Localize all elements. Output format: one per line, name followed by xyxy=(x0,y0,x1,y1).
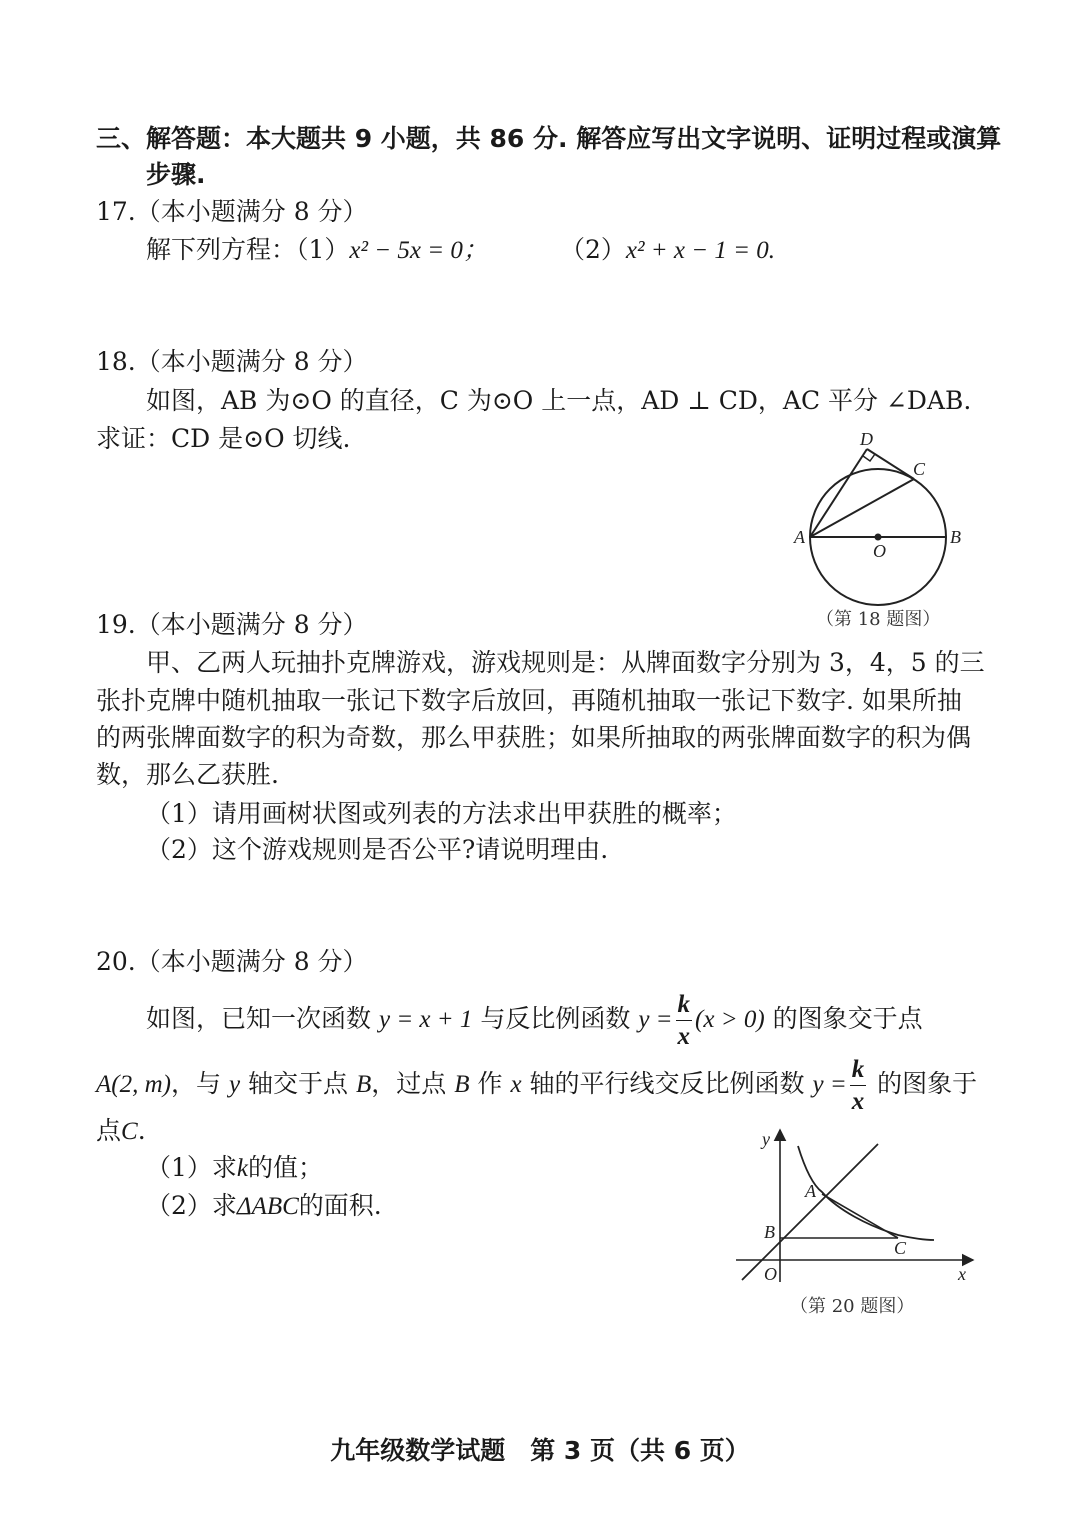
q19-part1: （1）请用画树状图或列表的方法求出甲获胜的概率； xyxy=(146,799,737,828)
section-heading-cont: 步骤. xyxy=(146,160,206,189)
q20-part2-text-a: （2）求 xyxy=(146,1191,237,1220)
q18-header: 18.（本小题满分 8 分） xyxy=(96,347,368,376)
segment-ac xyxy=(822,1194,898,1238)
label-x: x xyxy=(958,1264,966,1284)
q20-fraction-2 xyxy=(850,1057,867,1114)
hyperbola-curve xyxy=(798,1146,934,1240)
q20-linear-function: y = x + 1 xyxy=(378,1006,473,1033)
label-c: C xyxy=(894,1238,907,1258)
q20-line2-text-f: 的图象于 xyxy=(877,1069,978,1098)
q20-point-a: A(2, m) xyxy=(96,1071,171,1098)
label-o: O xyxy=(764,1264,777,1284)
q20-caption: （第 20 题图） xyxy=(790,1296,915,1317)
q17-part2-equation: x² + x − 1 = 0. xyxy=(625,237,775,264)
label-y: y xyxy=(762,1129,770,1149)
q19-line4: 数，那么乙获胜. xyxy=(96,760,279,789)
q20-point-c: C xyxy=(121,1118,138,1145)
label-o: O xyxy=(873,541,886,561)
q20-line3-text-a: 点 xyxy=(96,1116,122,1145)
q20-part1 xyxy=(146,1151,323,1186)
q20-line2-text-e: 轴的平行线交反比例函数 xyxy=(529,1069,805,1098)
segment-dc xyxy=(867,449,914,479)
label-c: C xyxy=(913,459,926,479)
q20-condition: (x > 0) xyxy=(695,1006,765,1033)
right-angle-mark xyxy=(863,454,875,461)
q17-part1-label: （1） xyxy=(296,235,350,264)
q18-caption: （第 18 题图） xyxy=(816,609,941,630)
q20-part1-text-b: 的值； xyxy=(248,1153,324,1182)
label-b: B xyxy=(950,527,961,547)
segment-ac xyxy=(810,479,914,537)
q20-part2-text-b: 的面积. xyxy=(298,1191,382,1220)
q20-figure xyxy=(728,1122,978,1292)
q20-part2 xyxy=(146,1189,382,1224)
q20-y-axis-var: y xyxy=(228,1071,241,1098)
q17-prompt: 解下列方程： xyxy=(146,235,297,264)
page-footer: 九年级数学试题 第 3 页（共 6 页） xyxy=(330,1436,750,1465)
q19-line2: 张扑克牌中随机抽取一张记下数字后放回，再随机抽取一张记下数字. 如果所抽 xyxy=(96,686,962,715)
q20-header: 20.（本小题满分 8 分） xyxy=(96,947,368,976)
q18-figure xyxy=(780,420,980,615)
label-a: A xyxy=(794,527,805,547)
q17-part2 xyxy=(560,233,775,268)
q18-line1: 如图，AB 为⊙O 的直径，C 为⊙O 上一点，AD ⊥ CD，AC 平分 ∠DAB. xyxy=(146,386,972,415)
q20-line2-text-d: 作 xyxy=(477,1069,503,1098)
segment-ad xyxy=(810,449,867,537)
q20-line2-text-c: ，过点 xyxy=(371,1069,447,1098)
q20-line1-text-a: 如图，已知一次函数 xyxy=(146,1004,372,1033)
q17-header: 17.（本小题满分 8 分） xyxy=(96,197,368,226)
q17-part1-equation: x² − 5x = 0； xyxy=(349,237,488,264)
q19-line3: 的两张牌面数字的积为奇数，那么甲获胜；如果所抽取的两张牌面数字的积为偶 xyxy=(96,723,972,752)
q17-part2-label: （2） xyxy=(560,235,626,264)
q19-part2: （2）这个游戏规则是否公平?请说明理由. xyxy=(146,835,609,864)
label-a: A xyxy=(805,1181,816,1201)
q20-part1-k: k xyxy=(236,1155,249,1182)
label-b: B xyxy=(764,1222,775,1242)
q18-line2: 求证：CD 是⊙O 切线. xyxy=(96,424,351,453)
q20-point-b: B xyxy=(355,1071,372,1098)
fraction-denominator: x xyxy=(677,1023,691,1050)
q20-line3 xyxy=(96,1114,146,1149)
q20-line1-text-c: 的图象交于点 xyxy=(772,1004,923,1033)
q20-line1 xyxy=(146,992,923,1049)
q20-line2 xyxy=(96,1057,977,1114)
label-d: D xyxy=(860,429,873,449)
fraction-numerator: k xyxy=(676,992,693,1021)
q20-line1-text-b: 与反比例函数 xyxy=(480,1004,631,1033)
q20-part1-text-a: （1）求 xyxy=(146,1153,237,1182)
q20-line2-text-b: 轴交于点 xyxy=(248,1069,349,1098)
q20-line2-text-a: ，与 xyxy=(170,1069,221,1098)
q19-header: 19.（本小题满分 8 分） xyxy=(96,610,368,639)
fraction-numerator-2: k xyxy=(850,1057,867,1086)
q20-fraction xyxy=(676,992,693,1049)
fraction-denominator-2: x xyxy=(851,1088,865,1115)
section-heading: 三、解答题：本大题共 9 小题，共 86 分. 解答应写出文字说明、证明过程或演算 xyxy=(96,124,1002,153)
q20-point-b-2: B xyxy=(454,1071,470,1098)
q17-body xyxy=(146,233,488,268)
q20-y-equals-2: y = xyxy=(812,1071,847,1098)
q19-line1: 甲、乙两人玩抽扑克牌游戏，游戏规则是：从牌面数字分别为 3，4，5 的三 xyxy=(146,648,985,677)
q20-y-equals: y = xyxy=(638,1006,673,1033)
q20-x-axis-var: x xyxy=(510,1071,522,1098)
q20-line3-end: . xyxy=(137,1116,146,1145)
q20-triangle: ΔABC xyxy=(236,1193,299,1220)
center-point xyxy=(875,534,882,541)
